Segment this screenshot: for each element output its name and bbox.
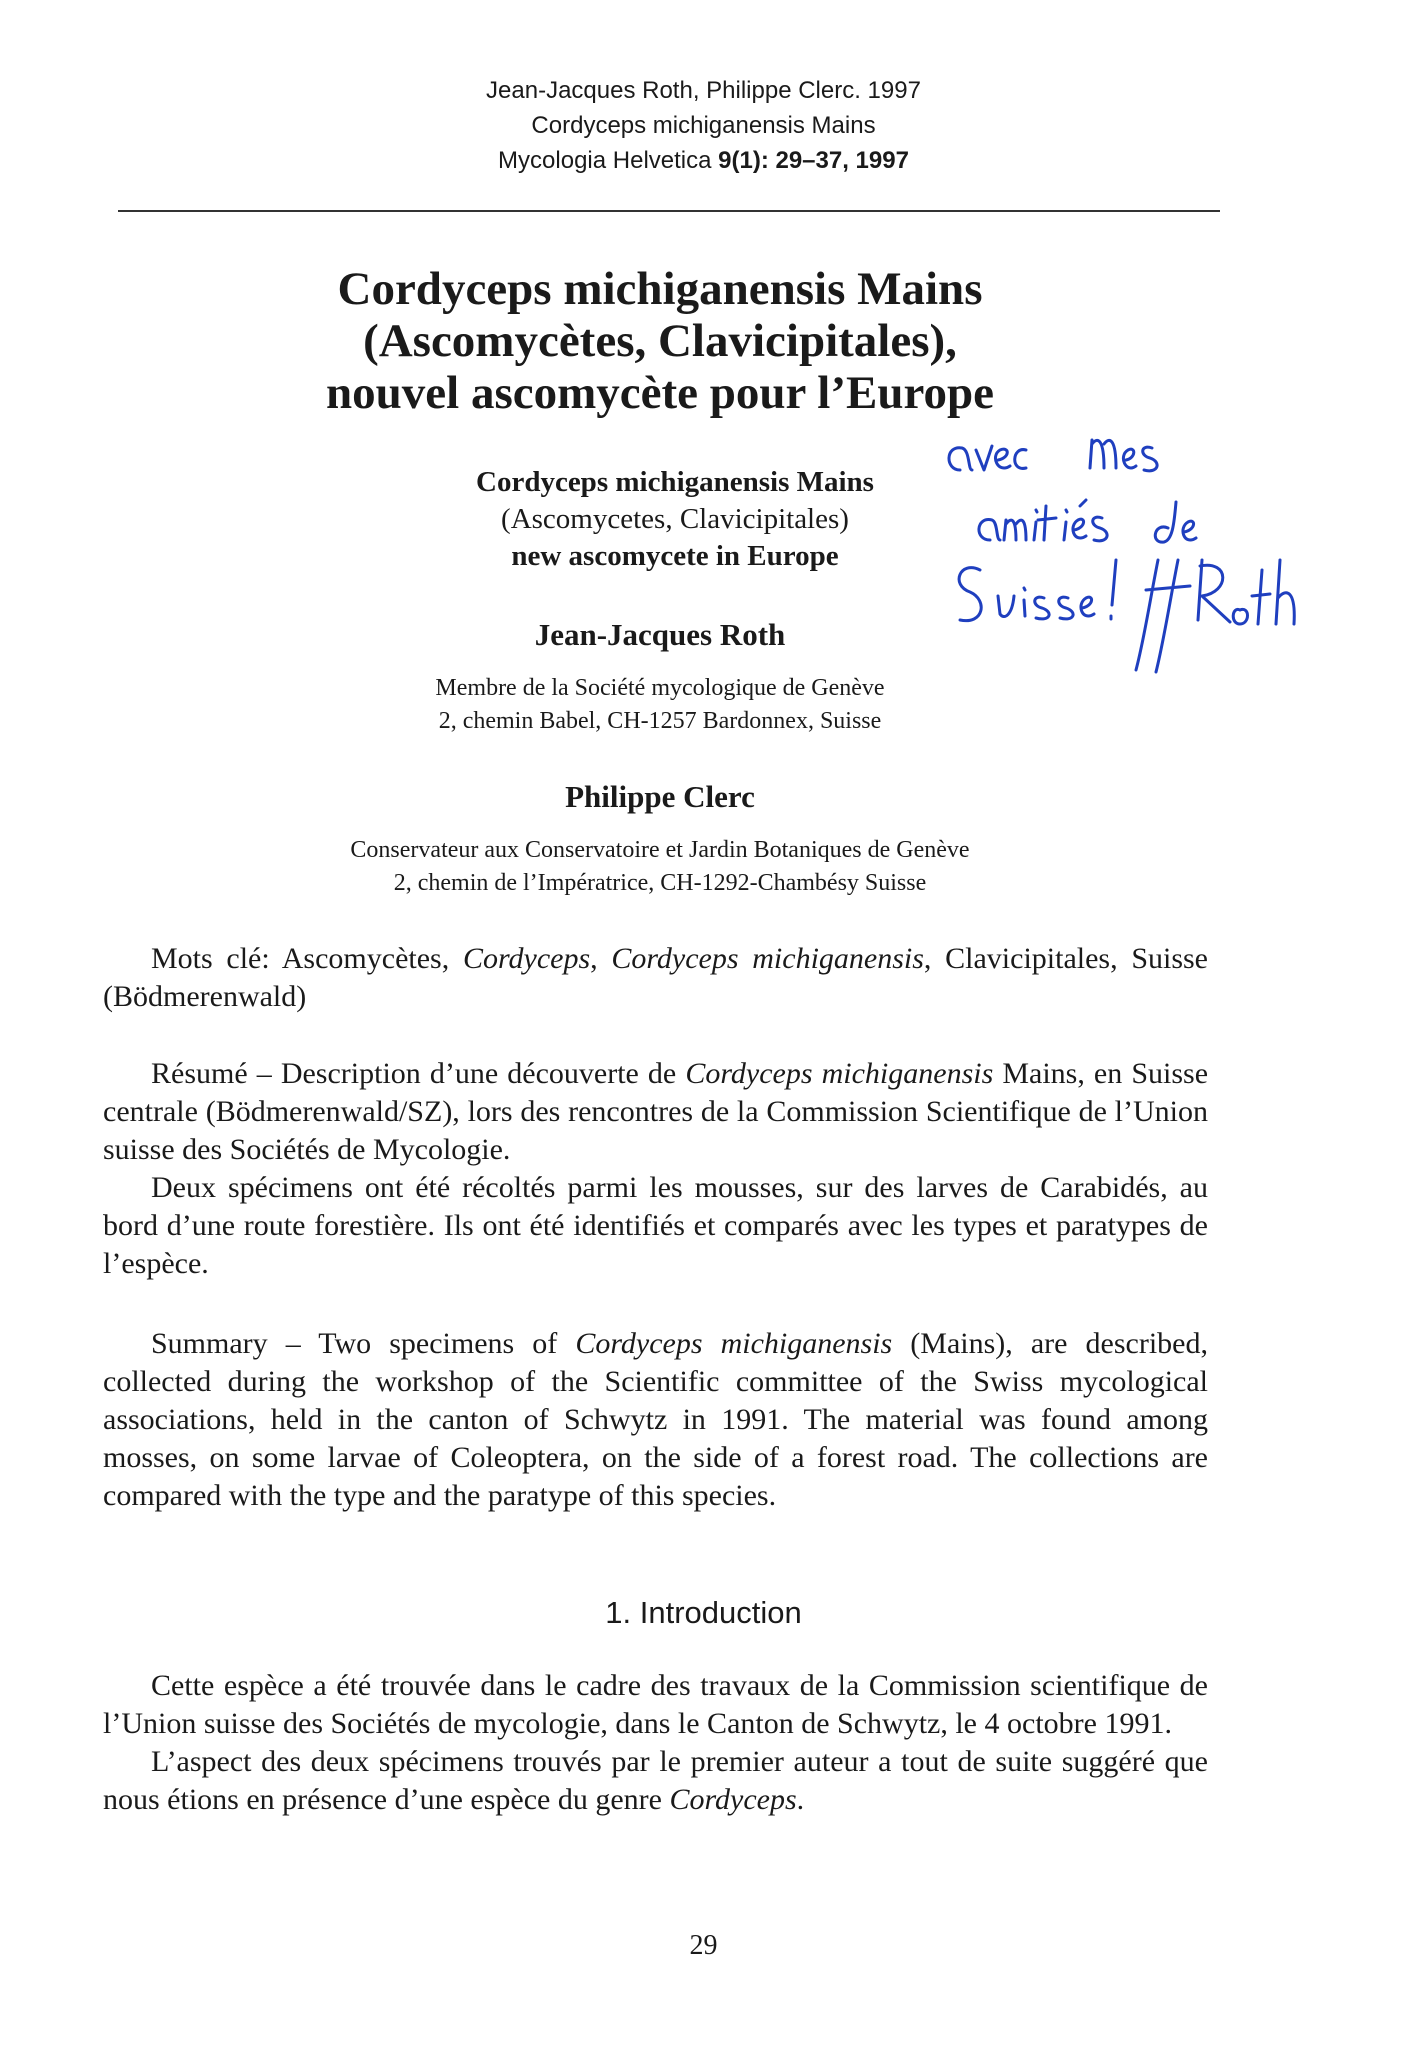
intro-paragraph-1: Cette espèce a été trouvée dans le cadre des travaux de la Commission scientifique de l’Union suisse des Sociétés de mycologie, dans le Canton de Schwytz, le 4 octobre 1991. bbox=[103, 1669, 1208, 1740]
subtitle-line-2: (Ascomycetes, Clavicipitales) bbox=[501, 503, 849, 535]
introduction-text bbox=[103, 1667, 1208, 1819]
author-name: Philippe Clerc bbox=[565, 779, 755, 814]
citation-title: Cordyceps michiganensis Mains bbox=[531, 112, 876, 139]
citation-journal: Mycologia Helvetica 9(1): 29–37, 1997 bbox=[498, 147, 909, 174]
handwritten-dedication bbox=[940, 410, 1320, 690]
subtitle-line-3: new ascomycete in Europe bbox=[511, 540, 839, 572]
running-header bbox=[0, 73, 1407, 178]
page-number: 29 bbox=[689, 1930, 718, 1961]
title-line-3: nouvel ascomycète pour l’Europe bbox=[326, 367, 994, 419]
intro-paragraph-2: L’aspect des deux spécimens trouvés par le premier auteur a tout de suite suggéré que nous étions en présence d’une espèce du genre Cordyceps. bbox=[103, 1745, 1208, 1816]
header-divider bbox=[118, 210, 1220, 212]
title-line-2: (Ascomycètes, Clavicipitales), bbox=[363, 315, 957, 367]
keywords: Mots clé: Ascomycètes, Cordyceps, Cordyceps michiganensis, Clavicipitales, Suisse (Bödmerenwald) bbox=[103, 942, 1208, 1013]
summary-abstract: Summary – Two specimens of Cordyceps michiganensis (Mains), are described, collected during the workshop of the Scientific committee of the Swiss mycological associations, held in the canton of Schwytz in 1991. The material was found among mosses, on some larvae of Coleoptera, on the side of a forest road. The collections are compared with the type and the paratype of this species. bbox=[103, 1327, 1208, 1512]
author-affiliation: Conservateur aux Conservatoire et Jardin Botaniques de Genève 2, chemin de l’Impératrice, CH-1292-Chambésy Suisse bbox=[350, 837, 970, 896]
subtitle-line-1: Cordyceps michiganensis Mains bbox=[476, 466, 874, 498]
title-line-1: Cordyceps michiganensis Mains bbox=[337, 263, 983, 315]
citation-authors: Jean-Jacques Roth, Philippe Clerc. 1997 bbox=[486, 77, 921, 104]
resume-paragraph-1: Résumé – Description d’une découverte de Cordyceps michiganensis Mains, en Suisse centrale (Bödmerenwald/SZ), lors des rencontres de la Commission Scientifique de l’Union suisse des Sociétés de Mycologie. bbox=[103, 1057, 1209, 1166]
english-title bbox=[350, 464, 1000, 575]
section-heading: 1. Introduction bbox=[605, 1595, 802, 1630]
paper-title bbox=[250, 263, 1070, 419]
resume-paragraph-2: Deux spécimens ont été récoltés parmi les mousses, sur des larves de Carabidés, au bord d’une route forestière. Ils ont été identifiés et comparés avec les types et paratypes de l’espèce. bbox=[103, 1171, 1208, 1280]
resume-abstract bbox=[103, 1055, 1208, 1283]
author-affiliation: Membre de la Société mycologique de Genève 2, chemin Babel, CH-1257 Bardonnex, Suisse bbox=[435, 675, 885, 734]
author-name: Jean-Jacques Roth bbox=[534, 617, 786, 652]
